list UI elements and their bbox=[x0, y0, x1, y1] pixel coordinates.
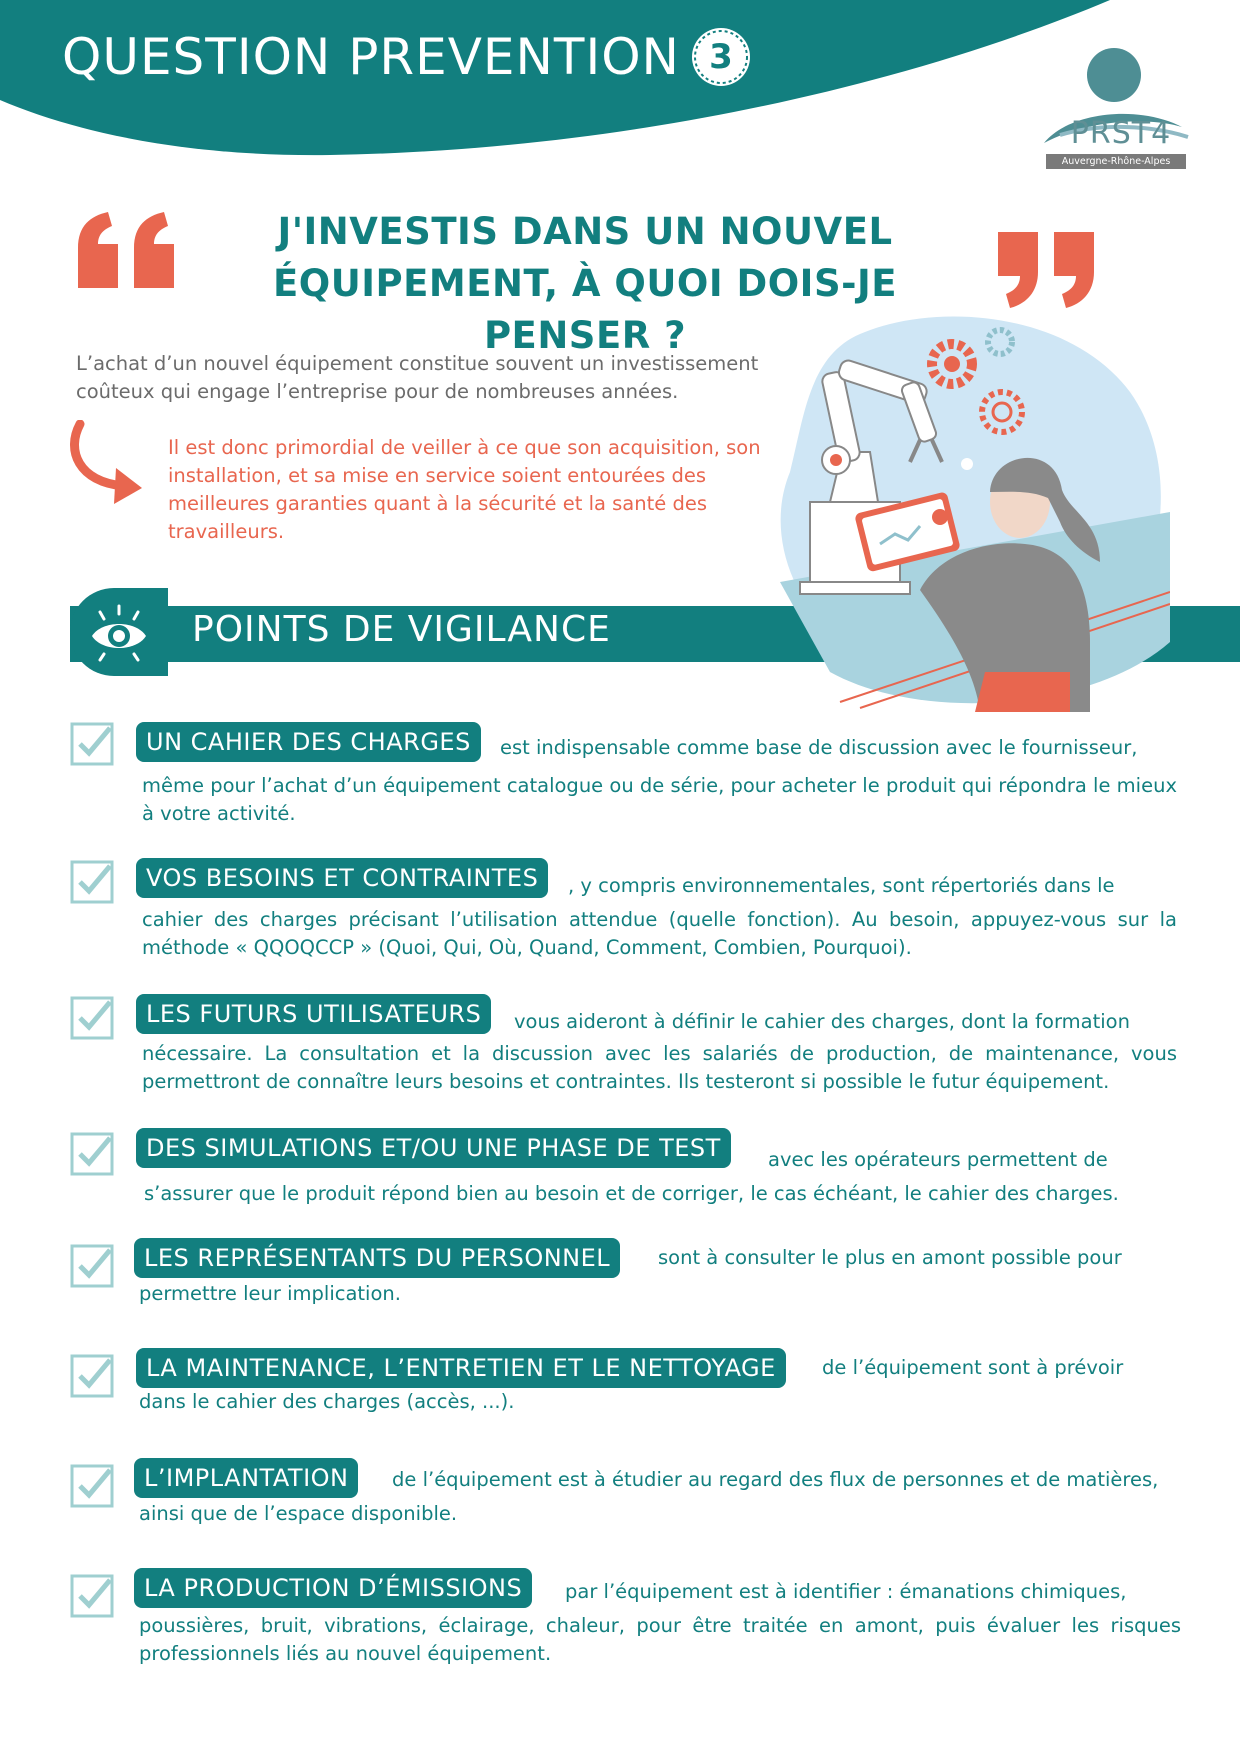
open-quote-icon bbox=[74, 212, 180, 288]
checkbox-icon bbox=[70, 1574, 114, 1618]
checkbox-icon bbox=[70, 860, 114, 904]
item-first-line: sont à consulter le plus en amont possible pour bbox=[658, 1246, 1122, 1269]
number-badge-text: 3 bbox=[709, 37, 733, 77]
item-rest: cahier des charges précisant l’utilisation attendue (quelle fonction). Au besoin, appuyez-vous sur la méthode « QQOQCCP » (Quoi, Qui, Où, Quand, Comment, Combien, Pourquoi). bbox=[142, 908, 1177, 959]
vigilance-item bbox=[70, 722, 1180, 825]
vigilance-item bbox=[70, 860, 1180, 960]
close-quote-icon bbox=[996, 232, 1100, 308]
item-rest: s’assurer que le produit répond bien au besoin et de corriger, le cas échéant, le cahier des charges. bbox=[144, 1182, 1119, 1205]
highlight-line: meilleures garanties quant à la sécurité et la santé des bbox=[168, 492, 707, 515]
vigilance-item bbox=[70, 1132, 1180, 1212]
item-rest: permettre leur implication. bbox=[139, 1282, 401, 1305]
item-first-line: vous aideront à définir le cahier des charges, dont la formation bbox=[514, 1010, 1130, 1033]
item-tag: VOS BESOINS ET CONTRAINTES bbox=[136, 858, 548, 898]
vigilance-item bbox=[70, 996, 1180, 1096]
highlight-line: installation, et sa mise en service soient entourées des bbox=[168, 464, 707, 487]
checkbox-icon bbox=[70, 1354, 114, 1398]
item-rest: ainsi que de l’espace disponible. bbox=[139, 1502, 458, 1525]
vigilance-item bbox=[70, 1244, 1180, 1324]
highlight-text bbox=[168, 434, 808, 546]
intro-line1: L’achat d’un nouvel équipement constitue souvent un investissement bbox=[76, 352, 759, 375]
checkbox-icon bbox=[70, 1464, 114, 1508]
item-rest: même pour l’achat d’un équipement catalogue ou de série, pour acheter le produit qui répondra le mieux à votre activité. bbox=[142, 774, 1177, 825]
item-first-line: de l’équipement sont à prévoir bbox=[822, 1356, 1124, 1379]
checkbox-icon bbox=[70, 996, 114, 1040]
highlight-line: travailleurs. bbox=[168, 520, 285, 543]
item-tag: LES REPRÉSENTANTS DU PERSONNEL bbox=[134, 1238, 620, 1278]
item-tag: UN CAHIER DES CHARGES bbox=[136, 722, 481, 762]
item-rest: dans le cahier des charges (accès, ...). bbox=[139, 1390, 515, 1413]
item-tag: LA MAINTENANCE, L’ENTRETIEN ET LE NETTOYAGE bbox=[136, 1348, 786, 1388]
logo-text: PRST4 bbox=[1070, 116, 1172, 151]
worker-robot-illustration bbox=[770, 312, 1170, 712]
item-first-line: , y compris environnementales, sont répertoriés dans le bbox=[568, 874, 1115, 897]
number-badge bbox=[690, 26, 752, 88]
item-tag: L’IMPLANTATION bbox=[134, 1458, 358, 1498]
vigilance-item bbox=[70, 1464, 1180, 1544]
intro-text bbox=[76, 350, 806, 406]
item-rest: nécessaire. La consultation et la discussion avec les salariés de production, de maintenance, vous permettront de connaître leurs besoins et contraintes. Ils testeront si possible le futur équipement. bbox=[142, 1042, 1177, 1093]
item-first-line: de l’équipement est à étudier au regard des flux de personnes et de matières, bbox=[392, 1468, 1159, 1491]
item-tag: LES FUTURS UTILISATEURS bbox=[136, 994, 491, 1034]
vigilance-item bbox=[70, 1354, 1180, 1434]
item-first-line: est indispensable comme base de discussion avec le fournisseur, bbox=[500, 736, 1138, 759]
eye-icon bbox=[86, 600, 152, 666]
item-first-line: avec les opérateurs permettent de bbox=[768, 1148, 1108, 1171]
item-first-line: par l’équipement est à identifier : émanations chimiques, bbox=[565, 1580, 1127, 1603]
main-question-line1: J'INVESTIS DANS UN NOUVEL bbox=[277, 210, 893, 253]
checkbox-icon bbox=[70, 722, 114, 766]
item-tag: DES SIMULATIONS ET/OU UNE PHASE DE TEST bbox=[136, 1128, 731, 1168]
highlight-line: Il est donc primordial de veiller à ce que son acquisition, son bbox=[168, 436, 761, 459]
main-question-line2: ÉQUIPEMENT, À QUOI DOIS-JE PENSER ? bbox=[273, 262, 897, 357]
vigilance-title: POINTS DE VIGILANCE bbox=[192, 609, 611, 650]
checkbox-icon bbox=[70, 1244, 114, 1288]
curved-arrow-icon bbox=[68, 420, 158, 510]
intro-line2: coûteux qui engage l’entreprise pour de nombreuses années. bbox=[76, 380, 679, 403]
checkbox-icon bbox=[70, 1132, 114, 1176]
item-rest: poussières, bruit, vibrations, éclairage, chaleur, pour être traitée en amont, puis évaluer les risques professionnels liés au nouvel équipement. bbox=[139, 1614, 1181, 1665]
logo-subtitle: Auvergne-Rhône-Alpes bbox=[1046, 154, 1186, 169]
vigilance-item bbox=[70, 1574, 1180, 1684]
item-tag: LA PRODUCTION D’ÉMISSIONS bbox=[134, 1568, 532, 1608]
header-title: QUESTION PREVENTION bbox=[62, 28, 680, 86]
